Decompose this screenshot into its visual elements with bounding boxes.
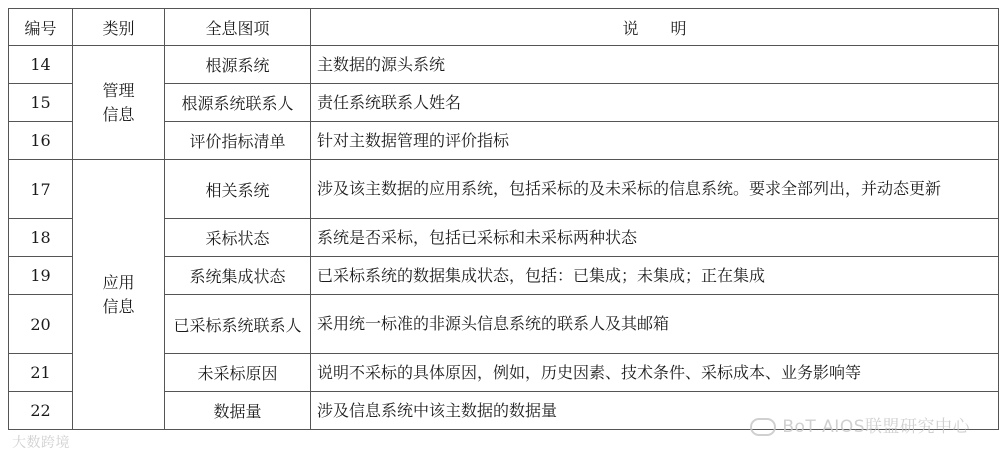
header-description: 说 明 [311,9,999,46]
header-item: 全息图项 [165,9,311,46]
row-number: 18 [9,219,73,257]
row-number: 14 [9,46,73,84]
row-description: 已采标系统的数据集成状态，包括：已集成；未集成；正在集成 [311,257,999,295]
row-item: 采标状态 [165,219,311,257]
watermark-left [12,432,70,452]
watermark-right [750,412,970,437]
row-description: 主数据的源头系统 [311,46,999,84]
row-description: 系统是否采标，包括已采标和未采标两种状态 [311,219,999,257]
row-item: 评价指标清单 [165,122,311,160]
row-item: 已采标系统联系人 [165,295,311,354]
row-number: 20 [9,295,73,354]
row-item: 相关系统 [165,160,311,219]
row-number: 19 [9,257,73,295]
row-description: 说明不采标的具体原因，例如，历史因素、技术条件、采标成本、业务影响等 [311,354,999,392]
header-row [9,9,999,46]
row-description: 采用统一标准的非源头信息系统的联系人及其邮箱 [311,295,999,354]
wechat-icon [750,418,776,436]
watermark-right-text: BoT AIOS联盟研究中心 [782,417,970,437]
row-item: 未采标原因 [165,354,311,392]
row-number: 15 [9,84,73,122]
watermark-left-text: 大数跨境 [12,435,70,451]
row-description: 涉及信息系统中该主数据的数据量 [311,392,999,430]
header-number: 编号 [9,9,73,46]
category-application: 应用 信息 [73,160,165,430]
table-row [9,160,999,219]
table-row [9,46,999,84]
header-category: 类别 [73,9,165,46]
row-description: 针对主数据管理的评价指标 [311,122,999,160]
row-item: 系统集成状态 [165,257,311,295]
row-item: 根源系统联系人 [165,84,311,122]
row-number: 16 [9,122,73,160]
spec-table [8,8,999,430]
row-description: 涉及该主数据的应用系统，包括采标的及未采标的信息系统。要求全部列出，并动态更新 [311,160,999,219]
row-number: 22 [9,392,73,430]
row-number: 21 [9,354,73,392]
row-item: 数据量 [165,392,311,430]
row-number: 17 [9,160,73,219]
row-description: 责任系统联系人姓名 [311,84,999,122]
category-management: 管理 信息 [73,46,165,160]
row-item: 根源系统 [165,46,311,84]
